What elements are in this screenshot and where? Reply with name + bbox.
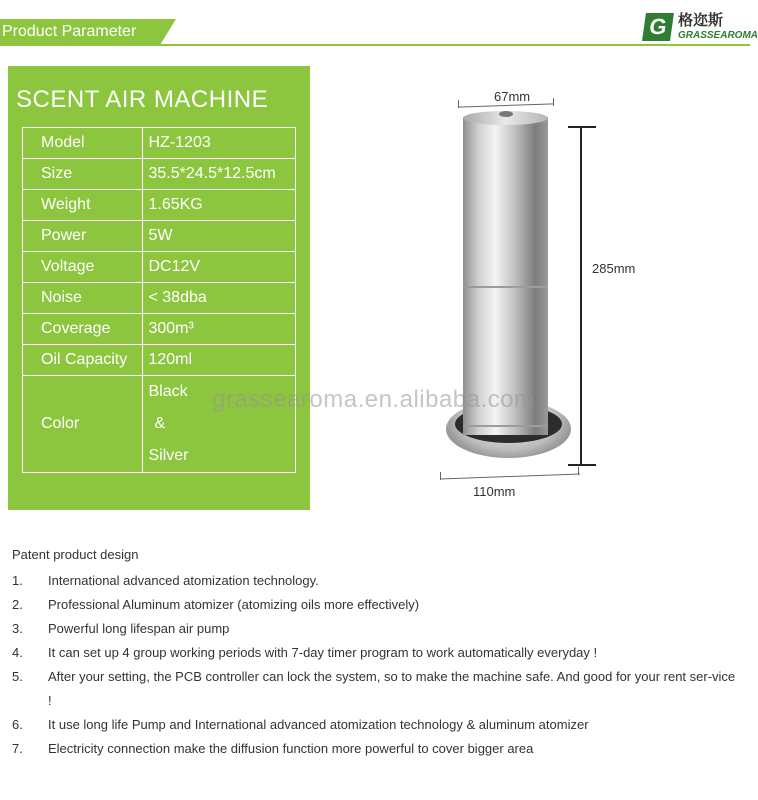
- spec-label: Color: [23, 376, 143, 473]
- feature-heading: Patent product design: [12, 547, 139, 562]
- list-number: 6.: [12, 717, 23, 732]
- spec-label: Weight: [23, 190, 143, 221]
- spec-label: Size: [23, 159, 143, 190]
- dimension-tick: [440, 472, 441, 480]
- spec-row: [23, 221, 296, 252]
- list-number: 2.: [12, 597, 23, 612]
- spec-row: [23, 190, 296, 221]
- spec-label: Noise: [23, 283, 143, 314]
- color-option-silver: Silver: [148, 447, 189, 464]
- spec-table: [22, 127, 296, 473]
- spec-value: HZ-1203: [143, 128, 296, 159]
- list-number: 7.: [12, 741, 23, 756]
- dimension-tick: [553, 98, 554, 106]
- spec-label: Oil Capacity: [23, 345, 143, 376]
- spec-label: Coverage: [23, 314, 143, 345]
- list-text: Electricity connection make the diffusion function more powerful to cover bigger area: [48, 741, 534, 756]
- list-text: After your setting, the PCB controller can lock the system, so to make the machine safe. And good for your rent ser-vice !: [48, 669, 736, 708]
- dimension-cap-bottom: [568, 464, 596, 466]
- spec-row: [23, 252, 296, 283]
- spec-row: [23, 314, 296, 345]
- list-number: 4.: [12, 645, 23, 660]
- spec-value: 120ml: [143, 345, 296, 376]
- logo-mark: G: [642, 13, 674, 41]
- header-divider: [0, 44, 750, 46]
- feature-list: [12, 545, 742, 761]
- spec-label: Power: [23, 221, 143, 252]
- device-top-knob: [499, 111, 513, 117]
- spec-row: [23, 128, 296, 159]
- dimension-base-width: 110mm: [473, 484, 516, 499]
- product-title: SCENT AIR MACHINE: [16, 86, 269, 113]
- list-item: [12, 665, 742, 713]
- list-item: [12, 713, 742, 737]
- list-text: Powerful long lifespan air pump: [48, 621, 230, 636]
- device-seam: [463, 425, 548, 427]
- dimension-line-top: [458, 103, 554, 107]
- spec-value: < 38dba: [143, 283, 296, 314]
- list-item: [12, 569, 742, 593]
- spec-value: 1.65KG: [143, 190, 296, 221]
- spec-label: Voltage: [23, 252, 143, 283]
- watermark: grassearoma.en.alibaba.com: [212, 386, 535, 413]
- spec-value: DC12V: [143, 252, 296, 283]
- dimension-height: 285mm: [592, 261, 636, 276]
- spec-value: 35.5*24.5*12.5cm: [143, 159, 296, 190]
- brand-logo: [644, 12, 758, 43]
- dimension-tick: [458, 100, 459, 108]
- section-title: Product Parameter: [0, 19, 160, 45]
- spec-value: 300m³: [143, 314, 296, 345]
- list-item: [12, 593, 742, 617]
- spec-row: [23, 159, 296, 190]
- logo-english-name: GRASSEAROMA: [678, 30, 758, 41]
- dimension-tick: [578, 467, 579, 475]
- list-number: 5.: [12, 669, 23, 684]
- spec-row: [23, 283, 296, 314]
- list-text: International advanced atomization technology.: [48, 573, 319, 588]
- dimension-line-base: [440, 474, 580, 480]
- spec-value: 5W: [143, 221, 296, 252]
- list-number: 1.: [12, 573, 23, 588]
- color-option-black: Black: [148, 383, 188, 400]
- logo-chinese-name: 格迩斯: [678, 12, 724, 29]
- spec-label: Model: [23, 128, 143, 159]
- list-text: Professional Aluminum atomizer (atomizing oils more effectively): [48, 597, 420, 612]
- spec-row: [23, 345, 296, 376]
- dimension-top-width: 67mm: [494, 89, 531, 104]
- list-item: [12, 737, 742, 761]
- list-item: [12, 617, 742, 641]
- dimension-line-height: [580, 127, 582, 465]
- section-title-slant: [160, 19, 176, 45]
- list-text: It can set up 4 group working periods with 7-day timer program to work automatically everyday !: [48, 645, 598, 660]
- dimension-cap-top: [568, 126, 596, 128]
- device-seam: [463, 286, 548, 288]
- list-text: It use long life Pump and International advanced atomization technology & aluminum atomizer: [48, 717, 589, 732]
- list-number: 3.: [12, 621, 23, 636]
- list-item: [12, 641, 742, 665]
- color-ampersand: &: [154, 415, 166, 432]
